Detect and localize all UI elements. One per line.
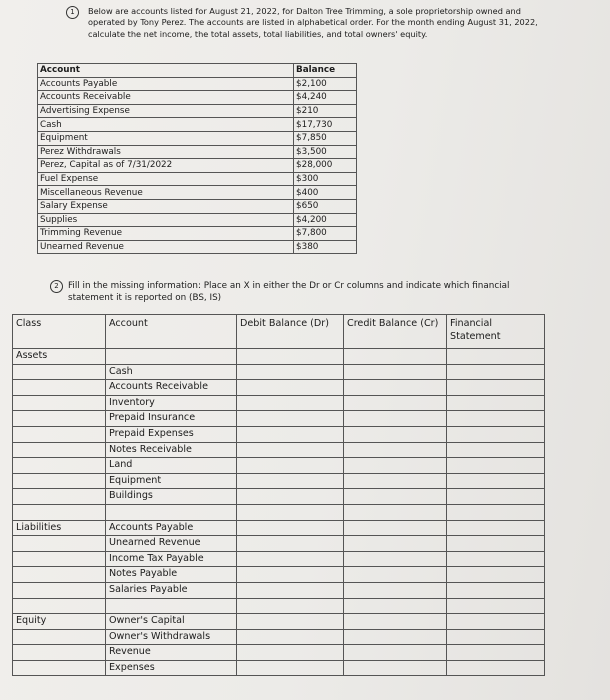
class-cell [13, 598, 106, 614]
account-cell: Fuel Expense [38, 172, 294, 186]
debit-cell[interactable] [237, 660, 344, 676]
class-cell [13, 426, 106, 442]
balance-cell: $210 [294, 104, 357, 118]
credit-cell[interactable] [344, 536, 447, 552]
classification-header-row [13, 315, 545, 349]
debit-cell[interactable] [237, 645, 344, 661]
credit-cell[interactable] [344, 411, 447, 427]
credit-cell[interactable] [344, 380, 447, 396]
account-cell: Cash [106, 364, 237, 380]
account-cell: Salaries Payable [106, 582, 237, 598]
table-row [13, 458, 545, 474]
balance-cell: $400 [294, 186, 357, 200]
class-cell [13, 458, 106, 474]
class-cell [13, 660, 106, 676]
account-cell: Owner's Withdrawals [106, 629, 237, 645]
table-row [38, 91, 357, 105]
balance-cell: $7,800 [294, 227, 357, 241]
debit-cell[interactable] [237, 442, 344, 458]
table-row [38, 104, 357, 118]
account-cell: Perez, Capital as of 7/31/2022 [38, 159, 294, 173]
account-cell: Unearned Revenue [38, 240, 294, 254]
account-cell: Buildings [106, 489, 237, 505]
account-cell: Inventory [106, 395, 237, 411]
statement-cell[interactable] [447, 489, 545, 505]
account-cell: Income Tax Payable [106, 551, 237, 567]
debit-cell[interactable] [237, 426, 344, 442]
balance-cell: $650 [294, 199, 357, 213]
credit-cell[interactable] [344, 458, 447, 474]
account-cell: Cash [38, 118, 294, 132]
table-row [38, 77, 357, 91]
credit-cell[interactable] [344, 364, 447, 380]
credit-cell[interactable] [344, 349, 447, 365]
balance-cell: $28,000 [294, 159, 357, 173]
table-row [13, 614, 545, 630]
credit-cell[interactable] [344, 614, 447, 630]
balance-cell: $380 [294, 240, 357, 254]
account-cell: Expenses [106, 660, 237, 676]
debit-cell[interactable] [237, 504, 344, 520]
debit-cell[interactable] [237, 520, 344, 536]
debit-cell[interactable] [237, 458, 344, 474]
account-cell: Accounts Payable [38, 77, 294, 91]
debit-cell[interactable] [237, 380, 344, 396]
account-cell: Unearned Revenue [106, 536, 237, 552]
question-1 [66, 6, 556, 39]
debit-cell[interactable] [237, 614, 344, 630]
class-cell [13, 380, 106, 396]
account-cell: Prepaid Expenses [106, 426, 237, 442]
table-row [13, 473, 545, 489]
class-cell: Assets [13, 349, 106, 365]
balance-cell: $17,730 [294, 118, 357, 132]
balance-cell: $4,240 [294, 91, 357, 105]
statement-cell[interactable] [447, 349, 545, 365]
credit-cell[interactable] [344, 567, 447, 583]
table-row [38, 118, 357, 132]
account-cell: Owner's Capital [106, 614, 237, 630]
debit-cell[interactable] [237, 395, 344, 411]
statement-cell[interactable] [447, 411, 545, 427]
table-row [13, 660, 545, 676]
class-cell [13, 489, 106, 505]
credit-cell[interactable] [344, 598, 447, 614]
table-row [38, 240, 357, 254]
table-row [38, 186, 357, 200]
account-cell [106, 504, 237, 520]
account-cell: Accounts Payable [106, 520, 237, 536]
question-2-text: Fill in the missing information: Place an X in either the Dr or Cr columns and indicate which financial statement it is reported on (BS, IS) [68, 281, 510, 303]
class-cell [13, 473, 106, 489]
account-cell [106, 349, 237, 365]
statement-cell[interactable] [447, 645, 545, 661]
accounts-balance-table [37, 63, 357, 254]
class-cell [13, 551, 106, 567]
table-row [13, 442, 545, 458]
debit-cell[interactable] [237, 629, 344, 645]
account-cell: Accounts Receivable [38, 91, 294, 105]
table-row [13, 645, 545, 661]
debit-cell[interactable] [237, 349, 344, 365]
credit-cell[interactable] [344, 426, 447, 442]
header-balance: Balance [294, 64, 357, 78]
balance-cell: $7,850 [294, 131, 357, 145]
credit-cell[interactable] [344, 442, 447, 458]
account-cell: Trimming Revenue [38, 227, 294, 241]
account-cell: Notes Receivable [106, 442, 237, 458]
account-cell: Supplies [38, 213, 294, 227]
header-credit: Credit Balance (Cr) [344, 315, 447, 349]
table-row [13, 520, 545, 536]
statement-cell[interactable] [447, 567, 545, 583]
class-cell [13, 364, 106, 380]
header-class: Class [13, 315, 106, 349]
credit-cell[interactable] [344, 582, 447, 598]
table-row [38, 145, 357, 159]
credit-cell[interactable] [344, 551, 447, 567]
table-row [13, 504, 545, 520]
statement-cell[interactable] [447, 380, 545, 396]
table-row [13, 364, 545, 380]
account-cell: Equipment [38, 131, 294, 145]
statement-cell[interactable] [447, 520, 545, 536]
table-row [13, 629, 545, 645]
debit-cell[interactable] [237, 536, 344, 552]
credit-cell[interactable] [344, 504, 447, 520]
table-row [13, 598, 545, 614]
statement-cell[interactable] [447, 426, 545, 442]
credit-cell[interactable] [344, 645, 447, 661]
table-row [38, 213, 357, 227]
credit-cell[interactable] [344, 395, 447, 411]
statement-cell[interactable] [447, 504, 545, 520]
header-account: Account [106, 315, 237, 349]
table-row [13, 395, 545, 411]
table-row [13, 349, 545, 365]
question-2 [50, 280, 550, 303]
table-row [13, 489, 545, 505]
table-row [13, 411, 545, 427]
table-row [13, 380, 545, 396]
statement-cell[interactable] [447, 364, 545, 380]
header-account: Account [38, 64, 294, 78]
account-cell: Revenue [106, 645, 237, 661]
statement-cell[interactable] [447, 458, 545, 474]
statement-cell[interactable] [447, 614, 545, 630]
account-cell: Prepaid Insurance [106, 411, 237, 427]
balance-cell: $300 [294, 172, 357, 186]
balance-cell: $3,500 [294, 145, 357, 159]
class-cell: Equity [13, 614, 106, 630]
account-cell [106, 598, 237, 614]
class-cell [13, 536, 106, 552]
statement-cell[interactable] [447, 536, 545, 552]
balance-cell: $2,100 [294, 77, 357, 91]
debit-cell[interactable] [237, 411, 344, 427]
header-statement: Financial Statement [447, 315, 545, 349]
debit-cell[interactable] [237, 598, 344, 614]
table-row [13, 551, 545, 567]
balance-cell: $4,200 [294, 213, 357, 227]
debit-cell[interactable] [237, 473, 344, 489]
question-number-2: 2 [50, 280, 63, 293]
credit-cell[interactable] [344, 629, 447, 645]
class-cell [13, 582, 106, 598]
statement-cell[interactable] [447, 629, 545, 645]
question-number-1: 1 [66, 6, 79, 19]
classification-table [12, 314, 545, 676]
statement-cell[interactable] [447, 551, 545, 567]
statement-cell[interactable] [447, 395, 545, 411]
class-cell [13, 411, 106, 427]
debit-cell[interactable] [237, 551, 344, 567]
account-cell: Perez Withdrawals [38, 145, 294, 159]
class-cell [13, 645, 106, 661]
table-row [38, 227, 357, 241]
table-header-row [38, 64, 357, 78]
account-cell: Advertising Expense [38, 104, 294, 118]
table-row [38, 199, 357, 213]
debit-cell[interactable] [237, 582, 344, 598]
debit-cell[interactable] [237, 489, 344, 505]
table-row [13, 567, 545, 583]
class-cell [13, 395, 106, 411]
account-cell: Equipment [106, 473, 237, 489]
account-cell: Accounts Receivable [106, 380, 237, 396]
account-cell: Miscellaneous Revenue [38, 186, 294, 200]
credit-cell[interactable] [344, 489, 447, 505]
account-cell: Notes Payable [106, 567, 237, 583]
class-cell: Liabilities [13, 520, 106, 536]
table-row [13, 426, 545, 442]
class-cell [13, 442, 106, 458]
class-cell [13, 567, 106, 583]
class-cell [13, 629, 106, 645]
table-row [38, 131, 357, 145]
credit-cell[interactable] [344, 660, 447, 676]
statement-cell[interactable] [447, 598, 545, 614]
credit-cell[interactable] [344, 473, 447, 489]
table-row [38, 159, 357, 173]
header-debit: Debit Balance (Dr) [237, 315, 344, 349]
table-row [13, 582, 545, 598]
debit-cell[interactable] [237, 364, 344, 380]
statement-cell[interactable] [447, 660, 545, 676]
table-row [13, 536, 545, 552]
table-row [38, 172, 357, 186]
class-cell [13, 504, 106, 520]
account-cell: Land [106, 458, 237, 474]
statement-cell[interactable] [447, 473, 545, 489]
credit-cell[interactable] [344, 520, 447, 536]
account-cell: Salary Expense [38, 199, 294, 213]
question-1-text: Below are accounts listed for August 21, 2022, for Dalton Tree Trimming, a sole proprietorship owned and operated by Tony Perez. The accounts are listed in alphabetical order. For the month ending August 31, 2022, calculate the net income, the total assets, total liabilities, and total owners' equity. [88, 6, 538, 39]
statement-cell[interactable] [447, 582, 545, 598]
debit-cell[interactable] [237, 567, 344, 583]
statement-cell[interactable] [447, 442, 545, 458]
